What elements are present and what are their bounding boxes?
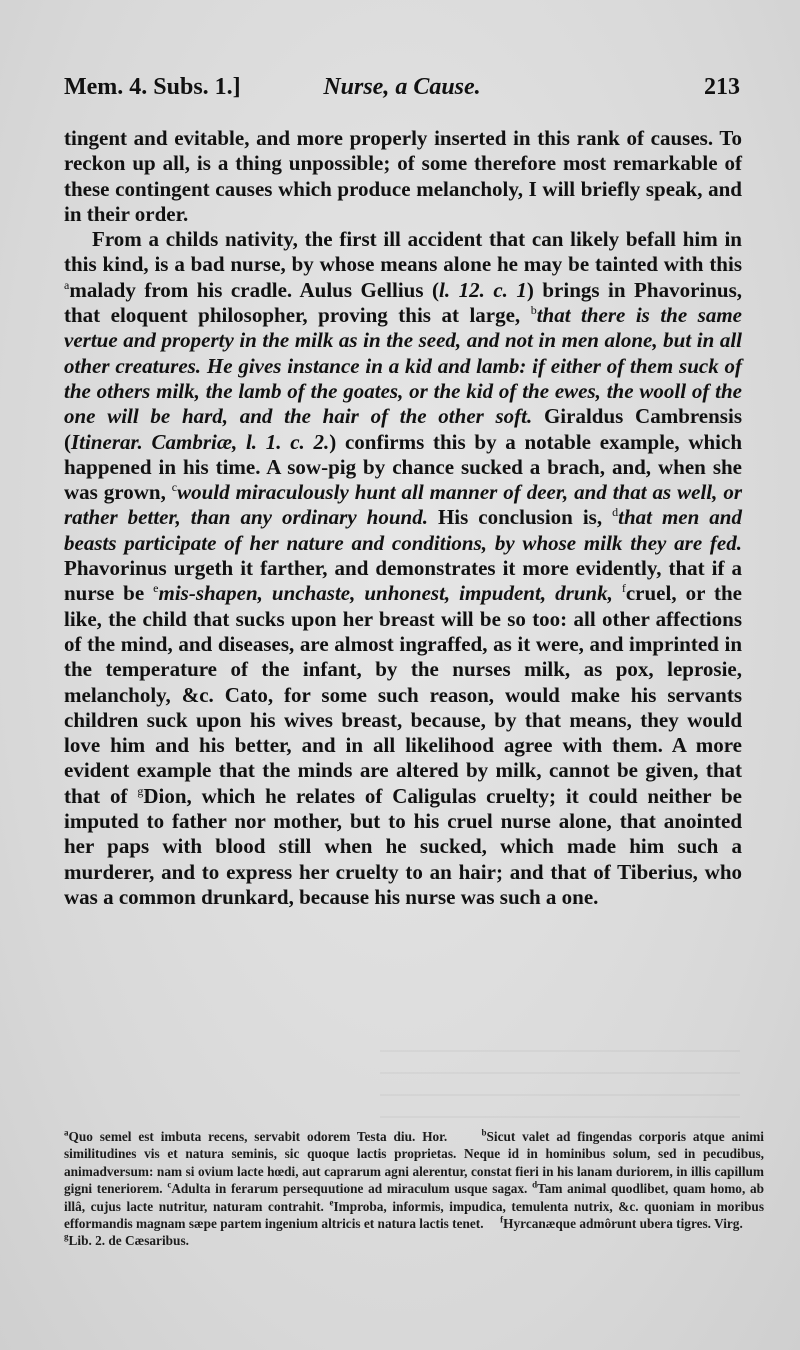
running-header [64, 74, 740, 110]
footnote-marker-b: b [530, 303, 537, 318]
footnote-d: Tam animal quodlibet, quam homo, ab illâ, cujus lacte nutritur, naturam contrahit. [64, 1181, 765, 1214]
text-run: Dion, which he relates of Caligulas cruelty; it could neither be imputed to father nor mother, but to his cruel nurse alone, that anointed her paps with blood still when he sucked, which made him such a murderer, and to express her cruelty to an hair; and that of Tiberius, who was a common drunkard, because his nurse was such a one. [64, 783, 742, 909]
footnote-mark: c [167, 1179, 172, 1190]
page-title: Nurse, a Cause. [323, 74, 481, 100]
footnote-mark: d [532, 1179, 538, 1190]
main-text [64, 126, 742, 910]
citation-gellius: l. 12. c. 1 [439, 277, 527, 302]
text-run: His conclusion is, [427, 505, 603, 530]
footnote-marker-a: a [64, 277, 70, 292]
footnote-mark: e [329, 1197, 334, 1208]
show-through-text [380, 1050, 740, 1120]
text-run: ) confirms this by a notable example, which happened in his time. A sow-pig by chance sucked a brach, and, when she was grown, [64, 429, 743, 505]
footnote-c: Adulta in ferarum persequutione ad miraculum usque sagax. [171, 1181, 528, 1197]
footnote-marker-c: c [171, 480, 178, 495]
text-run: cruel, or the like, the child that sucks upon her breast will be so too: all other affections of the mind, and diseases, are almost ingraffed, as it were, and imprinted in the temperature of the infant, by the nurses milk, as pox, leprosie, melancholy, &c. Cato, for some such reason, would make his servants children suck upon his wives breast, because, by that means, they would love him and his better, and in all likelihood agree with them. A more evident example that the minds are altered by milk, cannot be given, that that of [64, 581, 743, 808]
footnote-mark: f [500, 1214, 504, 1225]
italic-quote: that there is the same vertue and property in the milk as in the seed, and not in men alone, but in all other creatures. He gives instance in a kid and lamb: if either of them suck of the others milk, the lamb of the goates, or the kid of the ewes, the wooll of the one will be hard, and the hair of the other soft. [64, 303, 742, 429]
footnote-marker-g: g [137, 783, 144, 798]
text-run: malady from his cradle. Aulus Gellius ( [69, 277, 439, 302]
paragraph-continued: tingent and evitable, and more properly inserted in this rank of causes. To reckon up all, is a thing unpossible; of some therefore most remarkable of these contingent causes which produce melancholy, I will briefly speak, and in their order. [64, 126, 742, 226]
footnote-mark: a [64, 1127, 69, 1138]
text-run: ) brings in Phavorinus, that eloquent philosopher, proving this at large, [64, 277, 742, 328]
page-number: 213 [704, 74, 740, 100]
text-run: Giraldus Cambrensis ( [64, 404, 742, 454]
italic-quote: mis-shapen, unchaste, unhonest, impudent, drunk, [158, 581, 613, 606]
footnotes [64, 1128, 764, 1250]
footnote-marker-d: d [612, 505, 619, 520]
italic-quote: would miraculously hunt all manner of deer, and that as well, or rather better, than any ordinary hound. [64, 480, 743, 530]
section-reference: Mem. 4. Subs. 1.] [64, 74, 241, 100]
footnote-f: Hyrcanæque admôrunt ubera tigres. Virg. [503, 1216, 743, 1232]
footnote-mark: g [64, 1232, 69, 1243]
citation-cambrensis: Itinerar. Cambriæ, l. 1. c. 2. [71, 429, 330, 454]
footnote-e: Improba, informis, impudica, temulenta nutrix, &c. quoniam in moribus efformandis magnam sæpe partem ingenium altricis et natura lactis tenet. [64, 1198, 764, 1232]
footnote-mark: b [481, 1127, 487, 1138]
italic-quote: that men and beasts participate of her nature and conditions, by whose milk they are fed. [64, 505, 742, 555]
footnote-marker-f: f [621, 581, 626, 596]
footnote-marker-e: e [153, 581, 159, 596]
footnote-a: Quo semel est imbuta recens, servabit odorem Testa diu. Hor. [68, 1129, 448, 1144]
footnote-b: Sicut valet ad fingendas corporis atque animi similitudines vis et natura seminis, sic quoque lactis proprietas. Neque id in hominibus solum, sed in pecudibus, animadversum: nam si ovium lacte hœdi, aut caprarum agni alerentur, constat fieri in his lanam duriorem, in illis capillum gigni teneriorem. [64, 1129, 764, 1197]
paragraph-nurse [64, 227, 742, 910]
text-run: Phavorinus urgeth it farther, and demonstrates it more evidently, that if a nurse be [64, 556, 742, 606]
footnote-g: Lib. 2. de Cæsaribus. [68, 1233, 189, 1249]
text-run: From a childs nativity, the first ill accident that can likely befall him in this kind, is a bad nurse, by whose means alone he may be tainted with this [64, 227, 742, 277]
